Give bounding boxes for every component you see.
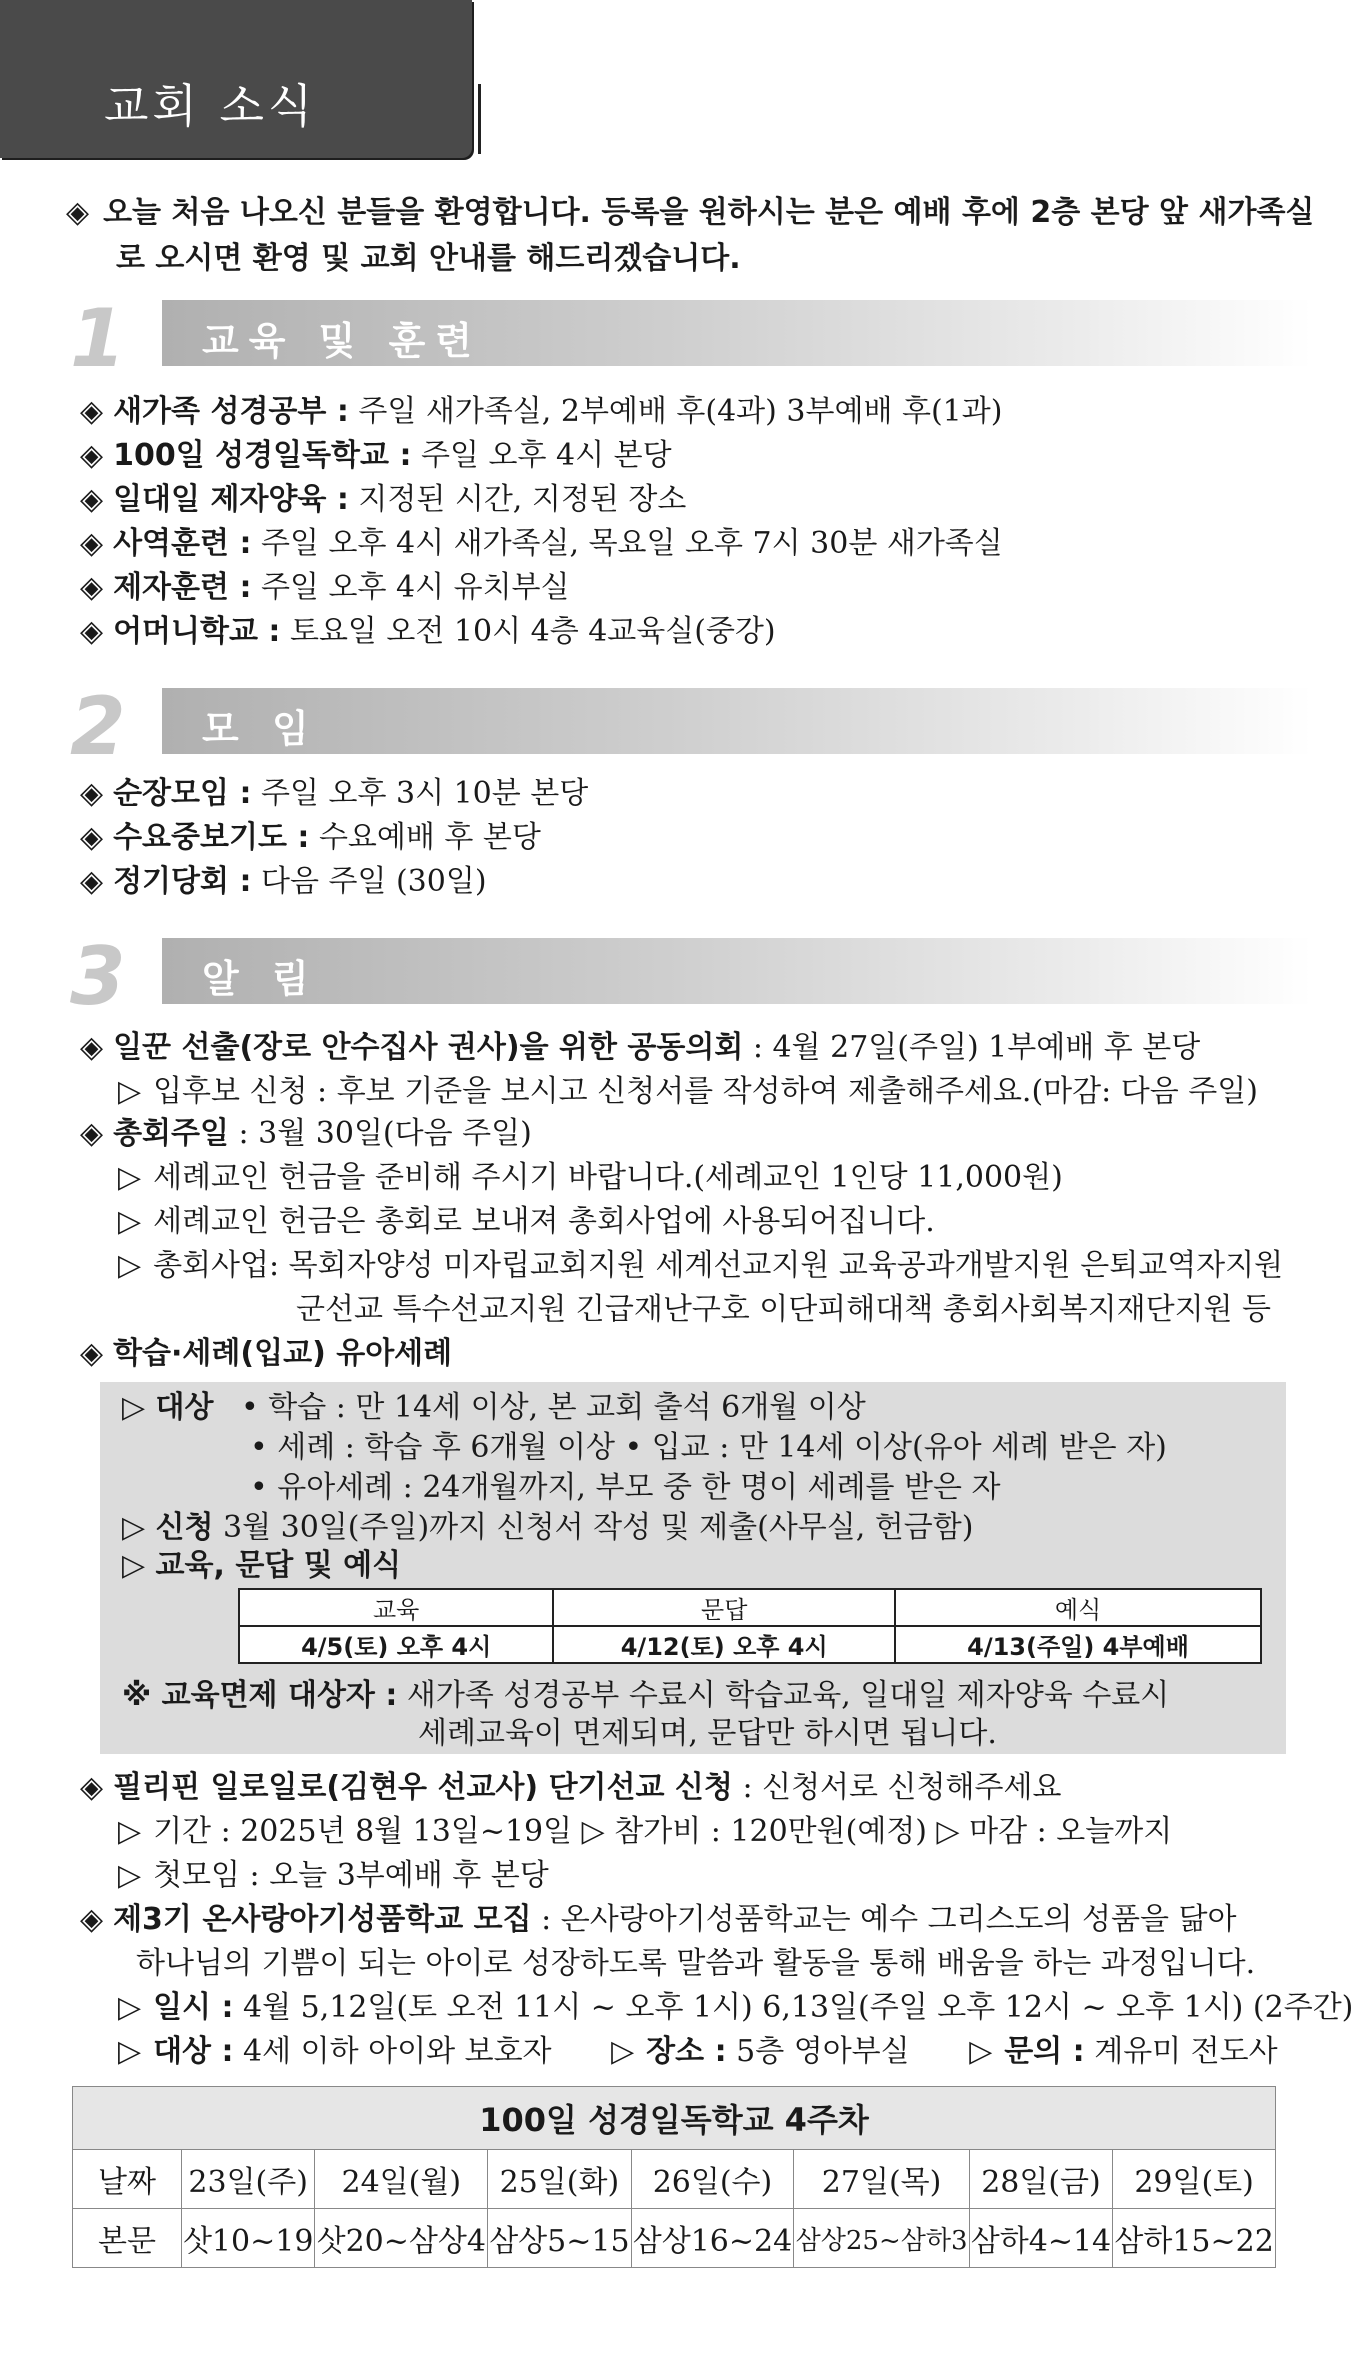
sub-item: ▷ 세례교인 헌금은 총회로 보내져 총회사업에 사용되어집니다. [118, 1204, 935, 1239]
diamond-icon: ◈ [80, 438, 104, 473]
table-cell: 25일(화) [488, 2150, 631, 2209]
list-item: ◈ 수요중보기도 : 수요예배 후 본당 [80, 820, 541, 855]
sub-item: ▷ 총회사업: 목회자양성 미자립교회지원 세계선교지원 교육공과개발지원 은퇴교역자지원 [118, 1248, 1284, 1283]
notice-mission-trip: ◈ 필리핀 일로일로(김현우 선교사) 단기선교 신청 : 신청서로 신청해주세요 [80, 1770, 1062, 1805]
list-item: ◈ 순장모임 : 주일 오후 3시 10분 본당 [80, 776, 589, 811]
welcome-line-2: 로 오시면 환영 및 교회 안내를 해드리겠습니다. [116, 241, 741, 276]
notice-assembly-sunday: ◈ 총회주일 : 3월 30일(다음 주일) [80, 1116, 532, 1151]
sub-item: ▷ 첫모임 : 오늘 3부예배 후 본당 [118, 1858, 549, 1893]
diamond-icon: ◈ [80, 864, 104, 899]
baptism-target-line-3: • 유아세례 : 24개월까지, 부모 중 한 명이 세례를 받은 자 [250, 1470, 1001, 1505]
list-item: ◈ 일대일 제자양육 : 지정된 시간, 지정된 장소 [80, 482, 687, 517]
table-cell: 삿10~19 [182, 2209, 315, 2268]
table-header: 문답 [553, 1589, 895, 1626]
baptism-apply-line: ▷ 신청 3월 30일(주일)까지 신청서 작성 및 제출(사무실, 헌금함) [122, 1510, 974, 1545]
table-title: 100일 성경일독학교 4주차 [73, 2087, 1276, 2150]
notice-elder-election: ◈ 일꾼 선출(장로 안수집사 권사)을 위한 공동의회 : 4월 27일(주일) 1부예배 후 본당 [80, 1030, 1201, 1065]
triangle-icon: ▷ [122, 1510, 156, 1545]
triangle-icon: ▷ [969, 2034, 993, 2069]
table-cell: 삼하15~22 [1113, 2209, 1276, 2268]
list-item: ◈ 100일 성경일독학교 : 주일 오후 4시 본당 [80, 438, 672, 473]
table-cell: 삼하4~14 [969, 2209, 1112, 2268]
table-cell: 28일(금) [969, 2150, 1112, 2209]
triangle-icon: ▷ [122, 1548, 156, 1583]
table-cell: 27일(목) [794, 2150, 969, 2209]
diamond-icon: ◈ [80, 820, 104, 855]
welcome-line-1: 오늘 처음 나오신 분들을 환영합니다. 등록을 원하시는 분은 예배 후에 2층 본당 앞 새가족실 [103, 195, 1315, 230]
triangle-icon: ▷ [118, 1990, 142, 2025]
page-title: 교회 소식 [104, 79, 317, 133]
section-number: 1 [70, 292, 126, 385]
triangle-icon: ▷ [611, 2034, 635, 2069]
header-divider [478, 84, 481, 154]
section-title: 알 림 [202, 957, 319, 1001]
triangle-icon: ▷ [118, 2034, 142, 2069]
diamond-icon: ◈ [80, 1116, 104, 1151]
baptism-schedule-table [238, 1588, 1262, 1664]
sub-item-continued: 군선교 특수선교지원 긴급재난구호 이단피해대책 총회사회복지재단지원 등 [296, 1292, 1272, 1327]
diamond-icon: ◈ [80, 614, 104, 649]
triangle-icon: ▷ [118, 1248, 142, 1283]
list-item: ◈ 어머니학교 : 토요일 오전 10시 4층 4교육실(중강) [80, 614, 776, 649]
table-cell: 삼상16~24 [631, 2209, 794, 2268]
sub-item: ▷ 기간 : 2025년 8월 13일~19일 ▷ 참가비 : 120만원(예정) ▷ 마감 : 오늘까지 [118, 1814, 1173, 1849]
diamond-icon: ◈ [80, 394, 104, 429]
table-cell: 삼상25~삼하3 [794, 2209, 969, 2268]
triangle-icon: ▷ [118, 1160, 142, 1195]
baptism-target-line-1: ▷ 대상 • 학습 : 만 14세 이상, 본 교회 출석 6개월 이상 [122, 1390, 866, 1425]
diamond-icon: ◈ [80, 1030, 104, 1065]
section-title: 모 임 [202, 707, 319, 751]
section-number: 2 [70, 680, 126, 773]
triangle-icon: ▷ [118, 1074, 142, 1109]
row-label: 본문 [73, 2209, 182, 2268]
sub-item-continued: 하나님의 기쁨이 되는 아이로 성장하도록 말씀과 활동을 통해 배움을 하는 과정입니다. [136, 1946, 1256, 1981]
sub-item: ▷ 입후보 신청 : 후보 기준을 보시고 신청서를 작성하여 제출해주세요.(마감: 다음 주일) [118, 1074, 1258, 1109]
exempt-line-1: ※ 교육면제 대상자 : 새가족 성경공부 수료시 학습교육, 일대일 제자양육 수료시 [122, 1678, 1170, 1713]
diamond-icon: ◈ [80, 482, 104, 517]
diamond-icon: ◈ [80, 776, 104, 811]
section-title: 교육 및 훈련 [202, 319, 482, 363]
table-cell: 4/5(토) 오후 4시 [239, 1626, 553, 1663]
header-tab [0, 0, 472, 158]
list-item: ◈ 새가족 성경공부 : 주일 새가족실, 2부예배 후(4과) 3부예배 후(1과) [80, 394, 1003, 429]
section-bar [162, 300, 1312, 366]
table-cell: 24일(월) [315, 2150, 488, 2209]
table-cell: 29일(토) [1113, 2150, 1276, 2209]
table-cell: 26일(수) [631, 2150, 794, 2209]
table-cell: 4/13(주일) 4부예배 [895, 1626, 1261, 1663]
exempt-line-2: 세례교육이 면제되며, 문답만 하시면 됩니다. [418, 1716, 997, 1751]
sub-item: ▷ 일시 : 4월 5,12일(토 오전 11시 ~ 오후 1시) 6,13일(주일 오후 12시 ~ 오후 1시) (2주간) [118, 1990, 1354, 2025]
table-header: 교육 [239, 1589, 553, 1626]
welcome-notice [66, 190, 1316, 282]
diamond-icon: ◈ [80, 570, 104, 605]
list-item: ◈ 제자훈련 : 주일 오후 4시 유치부실 [80, 570, 570, 605]
table-cell: 23일(주) [182, 2150, 315, 2209]
triangle-icon: ▷ [118, 1204, 142, 1239]
table-cell: 4/12(토) 오후 4시 [553, 1626, 895, 1663]
list-item: ◈ 사역훈련 : 주일 오후 4시 새가족실, 목요일 오후 7시 30분 새가족실 [80, 526, 1003, 561]
baptism-edu-line: ▷ 교육, 문답 및 예식 [122, 1548, 402, 1583]
section-3-header [70, 930, 1310, 1023]
section-bar [162, 688, 1312, 754]
notice-baby-school: ◈ 제3기 온사랑아기성품학교 모집 : 온사랑아기성품학교는 예수 그리스도의 성품을 닮아 [80, 1902, 1237, 1937]
section-2-header [70, 680, 1310, 773]
diamond-icon: ◈ [80, 1902, 104, 1937]
section-number: 3 [70, 930, 126, 1023]
table-cell: 삿20~삼상4 [315, 2209, 488, 2268]
diamond-icon: ◈ [80, 526, 104, 561]
diamond-icon: ◈ [66, 195, 90, 230]
section-1-header [70, 292, 1310, 385]
triangle-icon: ▷ [118, 1858, 142, 1893]
list-item: ◈ 정기당회 : 다음 주일 (30일) [80, 864, 487, 899]
table-header: 예식 [895, 1589, 1261, 1626]
triangle-icon: ▷ [122, 1390, 156, 1425]
notice-baptism: ◈ 학습·세례(입교) 유아세례 [80, 1336, 453, 1371]
diamond-icon: ◈ [80, 1336, 104, 1371]
diamond-icon: ◈ [80, 1770, 104, 1805]
triangle-icon: ▷ [118, 1814, 142, 1849]
bible-reading-table [72, 2086, 1276, 2268]
sub-item: ▷ 세례교인 헌금을 준비해 주시기 바랍니다.(세례교인 1인당 11,000원) [118, 1160, 1063, 1195]
section-bar [162, 938, 1312, 1004]
table-cell: 삼상5~15 [488, 2209, 631, 2268]
sub-item: ▷ 대상 : 4세 이하 아이와 보호자 ▷ 장소 : 5층 영아부실 ▷ 문의 : 계유미 전도사 [118, 2034, 1278, 2069]
baptism-target-line-2: • 세례 : 학습 후 6개월 이상 • 입교 : 만 14세 이상(유아 세례 받은 자) [250, 1430, 1167, 1465]
row-label: 날짜 [73, 2150, 182, 2209]
